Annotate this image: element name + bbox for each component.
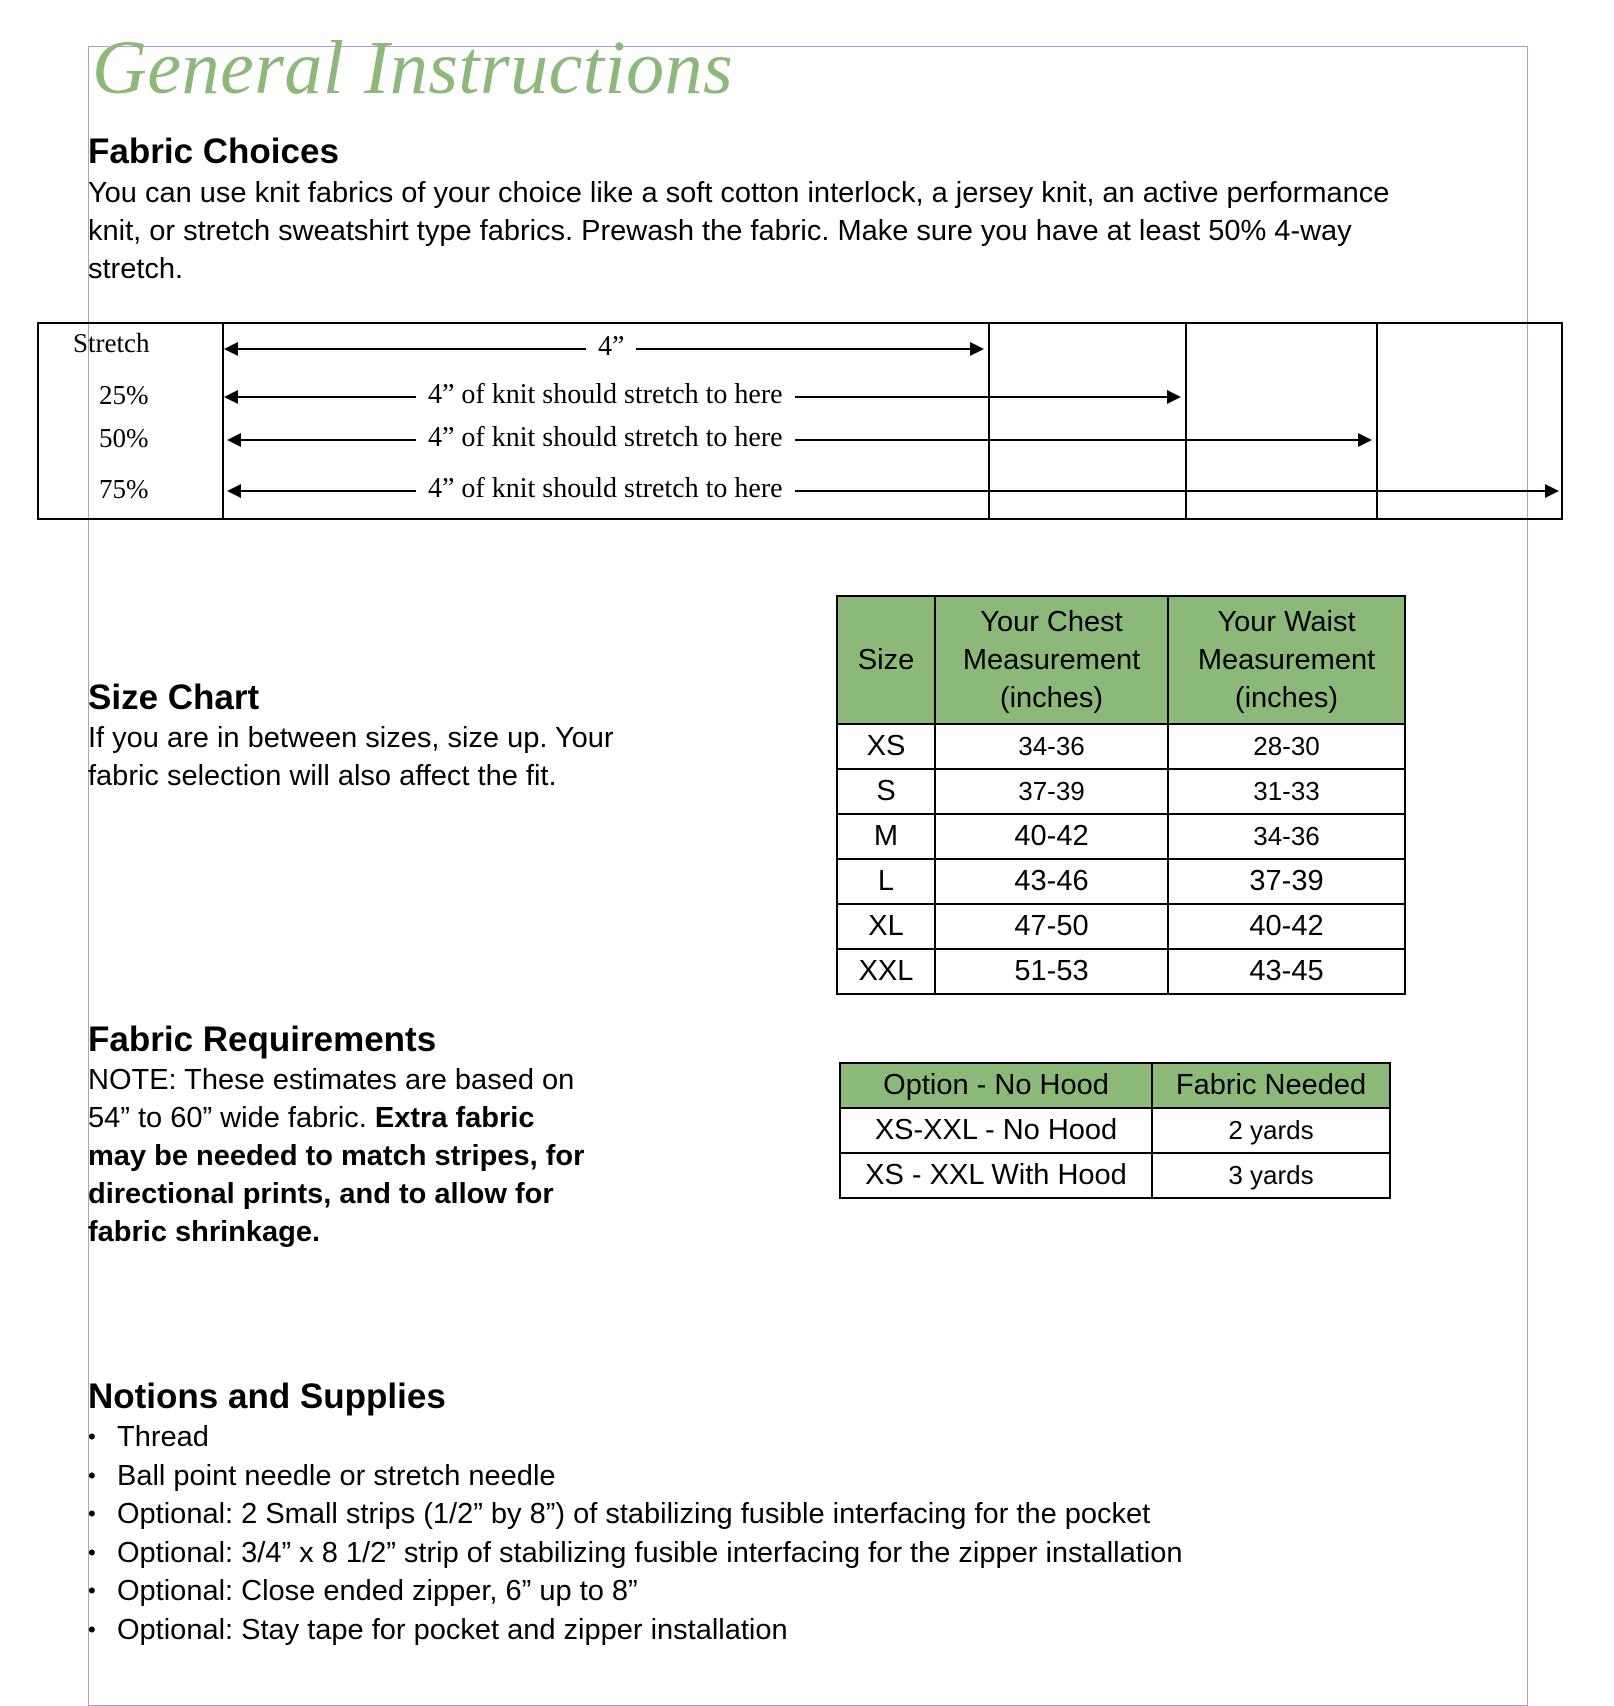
waist-cell: 40-42 <box>1168 904 1405 949</box>
base-arrow <box>226 331 982 362</box>
notions-heading: Notions and Supplies <box>88 1377 446 1416</box>
waist-cell: 28-30 <box>1168 724 1405 769</box>
yardage-cell: 2 yards <box>1152 1108 1390 1153</box>
list-item-text: Optional: Stay tape for pocket and zipper installation <box>117 1613 788 1646</box>
size-column-header <box>837 596 935 724</box>
chest-cell: 37-39 <box>935 769 1168 814</box>
arrow-25-label: 4” of knit should stretch to here <box>416 378 795 412</box>
fabric-requirements-heading: Fabric Requirements <box>88 1020 437 1059</box>
stretch-gauge <box>37 322 1563 520</box>
table-row <box>837 904 1405 949</box>
header-line: Your Chest <box>980 606 1123 638</box>
list-item <box>88 1534 1183 1573</box>
waist-cell: 34-36 <box>1168 814 1405 859</box>
bullet-icon: • <box>88 1424 96 1449</box>
chest-cell: 51-53 <box>935 949 1168 994</box>
header-line: Your Waist <box>1217 606 1356 638</box>
fabric-table-header-row <box>840 1063 1390 1108</box>
chest-column-header <box>935 596 1168 724</box>
size-chart-heading: Size Chart <box>88 678 260 717</box>
size-cell: M <box>837 814 935 859</box>
bullet-icon: • <box>88 1462 96 1488</box>
header-line: Measurement <box>1197 644 1376 676</box>
size-cell: XS <box>837 724 935 769</box>
size-chart-table <box>836 595 1406 995</box>
note-bold-line: fabric shrinkage. <box>88 1216 321 1248</box>
list-item <box>88 1457 1183 1496</box>
fabric-needed-column-header: Fabric Needed <box>1152 1063 1390 1108</box>
bullet-icon: • <box>88 1501 96 1526</box>
option-cell: XS-XXL - No Hood <box>840 1108 1152 1153</box>
fabric-choices-text <box>88 174 1389 288</box>
fabric-requirements-note <box>88 1061 584 1251</box>
list-item-text: Optional: Close ended zipper, 6” up to 8” <box>117 1575 638 1607</box>
option-column-header: Option - No Hood <box>840 1063 1152 1108</box>
header-line: (inches) <box>999 682 1104 714</box>
waist-column-header <box>1168 596 1405 724</box>
table-row <box>837 769 1405 814</box>
fabric-needed-table <box>839 1062 1391 1199</box>
fabric-choices-line: knit, or stretch sweatshirt type fabrics. Prewash the fabric. Make sure you have at least 50% 4-way <box>88 215 1352 247</box>
size-chart-line: If you are in between sizes, size up. Your <box>88 722 614 754</box>
note-bold-line: may be needed to match stripes, for <box>88 1140 585 1172</box>
stretch-percent-50: 50% <box>99 423 149 453</box>
size-table-header-row <box>837 596 1405 724</box>
waist-cell: 31-33 <box>1168 769 1405 814</box>
list-item-text: Optional: 2 Small strips (1/2” by 8”) of stabilizing fusible interfacing for the pocket <box>117 1498 1151 1530</box>
size-cell: L <box>837 859 935 904</box>
bullet-icon: • <box>88 1616 96 1642</box>
note-plain-text: 54” to 60” wide fabric. <box>88 1102 375 1134</box>
gauge-mark-50 <box>1376 324 1378 518</box>
header-line: Size <box>857 644 915 676</box>
chest-cell: 40-42 <box>935 814 1168 859</box>
list-item <box>88 1495 1183 1534</box>
table-row <box>837 949 1405 994</box>
fabric-choices-line: You can use knit fabrics of your choice like a soft cotton interlock, a jersey knit, an active performance <box>88 177 1390 209</box>
table-row <box>837 859 1405 904</box>
bullet-icon: • <box>88 1578 96 1603</box>
size-cell: S <box>837 769 935 814</box>
waist-cell: 43-45 <box>1168 949 1405 994</box>
fabric-choices-line: stretch. <box>88 253 184 285</box>
option-cell: XS - XXL With Hood <box>840 1153 1152 1198</box>
arrow-25 <box>226 379 1179 410</box>
arrow-50-label: 4” of knit should stretch to here <box>416 421 795 455</box>
size-chart-line: fabric selection will also affect the fit. <box>88 760 557 792</box>
notions-list <box>88 1418 1183 1649</box>
table-row <box>840 1108 1390 1153</box>
note-bold-text: Extra fabric <box>374 1102 535 1134</box>
bullet-icon: • <box>88 1539 96 1565</box>
chest-cell: 34-36 <box>935 724 1168 769</box>
header-line: (inches) <box>1234 682 1339 714</box>
table-row <box>837 814 1405 859</box>
note-line <box>88 1099 584 1137</box>
size-chart-text <box>88 719 614 795</box>
stretch-percent-25: 25% <box>99 380 149 410</box>
size-cell: XXL <box>837 949 935 994</box>
list-item-text: Thread <box>117 1421 209 1453</box>
gauge-mark-25 <box>1185 324 1187 518</box>
stretch-header-label: Stretch <box>73 328 150 358</box>
stretch-percent-75: 75% <box>99 474 149 504</box>
note-bold-line: directional prints, and to allow for <box>88 1178 554 1210</box>
base-arrow-label: 4” <box>586 330 636 364</box>
arrow-50 <box>229 422 1370 453</box>
waist-cell: 37-39 <box>1168 859 1405 904</box>
list-item <box>88 1418 1183 1457</box>
chest-cell: 43-46 <box>935 859 1168 904</box>
page-title: General Instructions <box>92 26 734 110</box>
gauge-mark-4in <box>988 324 990 518</box>
fabric-choices-heading: Fabric Choices <box>88 132 339 171</box>
table-row <box>840 1153 1390 1198</box>
arrow-75-label: 4” of knit should stretch to here <box>416 472 795 506</box>
list-item <box>88 1611 1183 1650</box>
table-row <box>837 724 1405 769</box>
arrow-75 <box>229 473 1557 504</box>
chest-cell: 47-50 <box>935 904 1168 949</box>
note-line: NOTE: These estimates are based on <box>88 1064 575 1096</box>
yardage-cell: 3 yards <box>1152 1153 1390 1198</box>
list-item <box>88 1572 1183 1611</box>
size-cell: XL <box>837 904 935 949</box>
header-line: Measurement <box>962 644 1141 676</box>
list-item-text: Optional: 3/4” x 8 1/2” strip of stabilizing fusible interfacing for the zipper installation <box>117 1536 1183 1569</box>
list-item-text: Ball point needle or stretch needle <box>117 1459 556 1492</box>
